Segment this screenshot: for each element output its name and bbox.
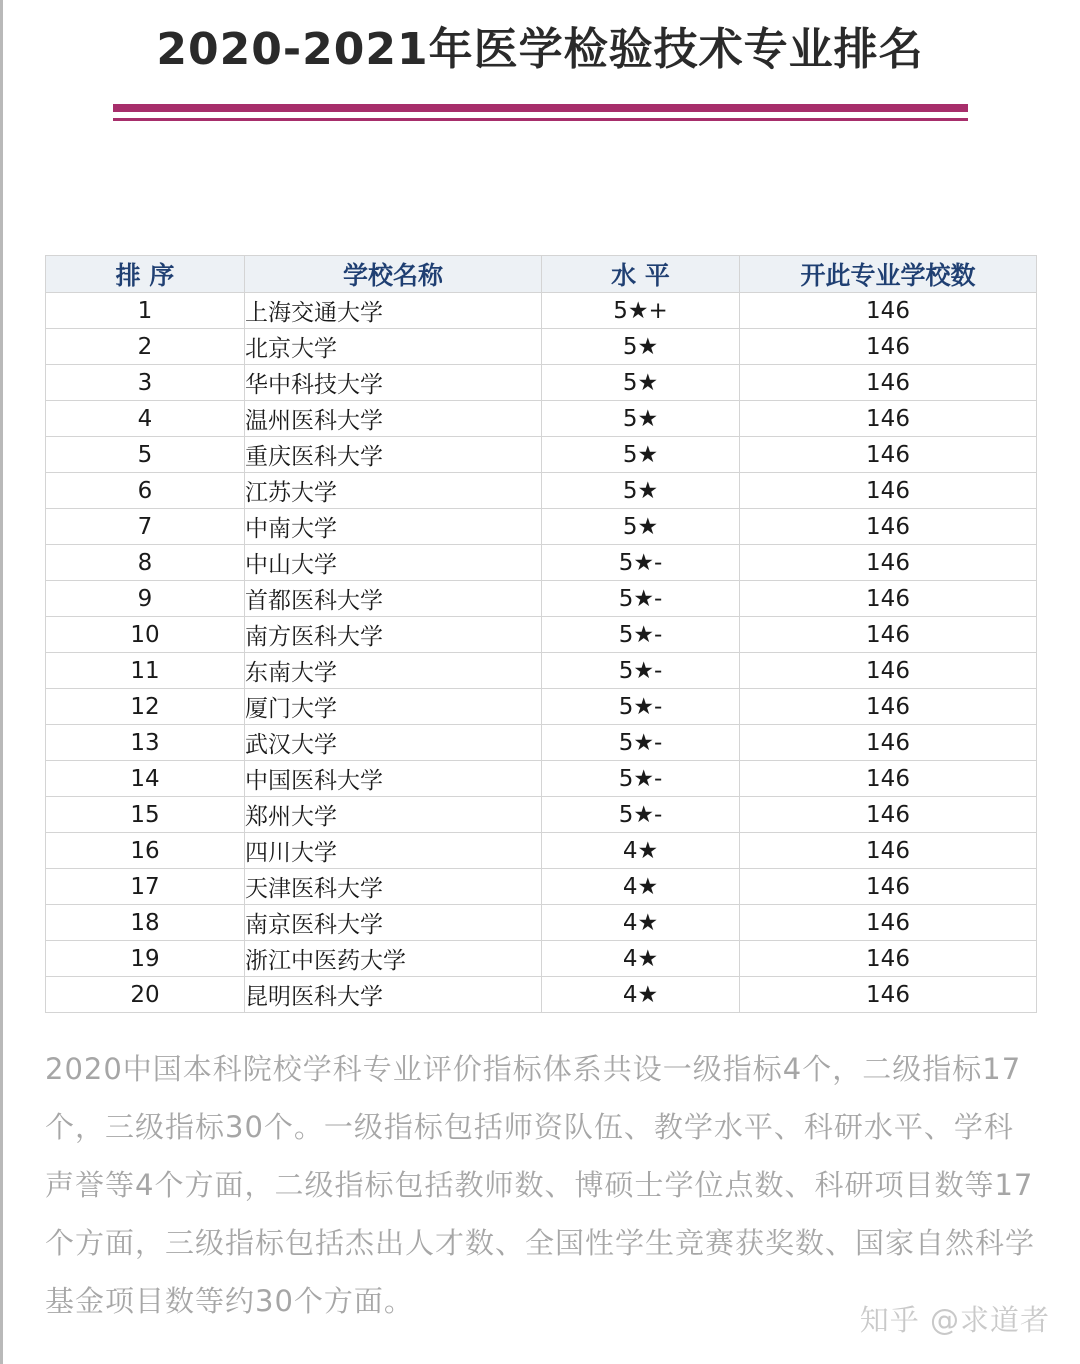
school-link[interactable]: 厦门大学 [245,689,542,725]
count-cell: 146 [740,617,1037,653]
school-link[interactable]: 东南大学 [245,653,542,689]
table-header-row [46,256,1037,293]
table-row [46,329,1037,365]
school-link: 北京大学 [245,329,542,365]
rank-cell: 3 [46,365,245,401]
level-cell: 5★ [542,401,740,437]
school-link[interactable]: 南京医科大学 [245,905,542,941]
school-link[interactable]: 浙江中医药大学 [245,941,542,977]
level-cell: 5★- [542,689,740,725]
count-cell: 146 [740,329,1037,365]
level-cell: 5★- [542,581,740,617]
table-row [46,689,1037,725]
count-cell: 146 [740,977,1037,1013]
watermark: 知乎 @求道者 [859,1303,1050,1337]
table-row [46,833,1037,869]
rank-cell: 14 [46,761,245,797]
rank-cell: 13 [46,725,245,761]
table-row [46,293,1037,329]
level-cell: 5★- [542,797,740,833]
school-link[interactable]: 昆明医科大学 [245,977,542,1013]
count-cell: 146 [740,941,1037,977]
page-title: 2020-2021年医学检验技术专业排名 [156,24,924,75]
table-row [46,905,1037,941]
rank-cell: 6 [46,473,245,509]
school-link[interactable]: 首都医科大学 [245,581,542,617]
level-cell: 4★ [542,941,740,977]
level-cell: 5★+ [542,293,740,329]
count-cell: 146 [740,725,1037,761]
rank-cell: 18 [46,905,245,941]
level-cell: 5★ [542,437,740,473]
count-cell: 146 [740,293,1037,329]
school-link[interactable]: 中山大学 [245,545,542,581]
table-row [46,977,1037,1013]
rank-cell: 12 [46,689,245,725]
rank-cell: 1 [46,293,245,329]
level-cell: 4★ [542,833,740,869]
level-cell: 5★- [542,725,740,761]
table-row [46,365,1037,401]
school-link[interactable]: 天津医科大学 [245,869,542,905]
count-cell: 146 [740,869,1037,905]
count-cell: 146 [740,365,1037,401]
rank-cell: 10 [46,617,245,653]
header-school: 学校名称 [245,256,542,293]
school-link[interactable]: 重庆医科大学 [245,437,542,473]
rank-cell: 15 [46,797,245,833]
table-row [46,653,1037,689]
school-link[interactable]: 温州医科大学 [245,401,542,437]
school-link[interactable]: 郑州大学 [245,797,542,833]
left-border [0,0,3,1364]
table-body [46,293,1037,1013]
level-cell: 5★ [542,473,740,509]
count-cell: 146 [740,401,1037,437]
level-cell: 5★- [542,617,740,653]
count-cell: 146 [740,797,1037,833]
title-divider-thin [113,118,968,121]
school-link[interactable]: 南方医科大学 [245,617,542,653]
table-row [46,797,1037,833]
rank-cell: 4 [46,401,245,437]
rank-cell: 20 [46,977,245,1013]
header-rank: 排 序 [46,256,245,293]
table-row [46,401,1037,437]
count-cell: 146 [740,581,1037,617]
level-cell: 4★ [542,977,740,1013]
level-cell: 5★ [542,365,740,401]
header-count: 开此专业学校数 [740,256,1037,293]
rank-cell: 11 [46,653,245,689]
school-link[interactable]: 武汉大学 [245,725,542,761]
rank-cell: 2 [46,329,245,365]
rank-cell: 5 [46,437,245,473]
level-cell: 5★- [542,545,740,581]
school-link[interactable]: 四川大学 [245,833,542,869]
ranking-table [45,255,1037,1013]
level-cell: 5★ [542,509,740,545]
rank-cell: 19 [46,941,245,977]
count-cell: 146 [740,905,1037,941]
table-row [46,545,1037,581]
level-cell: 5★- [542,653,740,689]
count-cell: 146 [740,653,1037,689]
level-cell: 4★ [542,905,740,941]
school-link[interactable]: 中国医科大学 [245,761,542,797]
count-cell: 146 [740,689,1037,725]
rank-cell: 7 [46,509,245,545]
count-cell: 146 [740,437,1037,473]
table-row [46,941,1037,977]
rank-cell: 17 [46,869,245,905]
table-row [46,869,1037,905]
table-row [46,761,1037,797]
rank-cell: 8 [46,545,245,581]
table-row [46,437,1037,473]
table-row [46,581,1037,617]
count-cell: 146 [740,833,1037,869]
rank-cell: 16 [46,833,245,869]
header-level: 水 平 [542,256,740,293]
level-cell: 4★ [542,869,740,905]
description-text: 2020中国本科院校学科专业评价指标体系共设一级指标4个，二级指标17个，三级指标30个。一级指标包括师资队伍、教学水平、科研水平、学科声誉等4个方面，二级指标包括教师数、博硕士学位点数、科研项目数等17个方面，三级指标包括杰出人才数、全国性学生竞赛获奖数、国家自然科学基金项目数等约30个方面。 [45,1052,1036,1318]
school-link[interactable]: 江苏大学 [245,473,542,509]
school-link[interactable]: 上海交通大学 [245,293,542,329]
table-row [46,725,1037,761]
table-row [46,473,1037,509]
rank-cell: 9 [46,581,245,617]
title-divider-thick [113,104,968,112]
count-cell: 146 [740,761,1037,797]
table-row [46,509,1037,545]
count-cell: 146 [740,509,1037,545]
level-cell: 5★- [542,761,740,797]
school-link[interactable]: 中南大学 [245,509,542,545]
table-row [46,617,1037,653]
count-cell: 146 [740,545,1037,581]
level-cell: 5★ [542,329,740,365]
school-link[interactable]: 华中科技大学 [245,365,542,401]
count-cell: 146 [740,473,1037,509]
